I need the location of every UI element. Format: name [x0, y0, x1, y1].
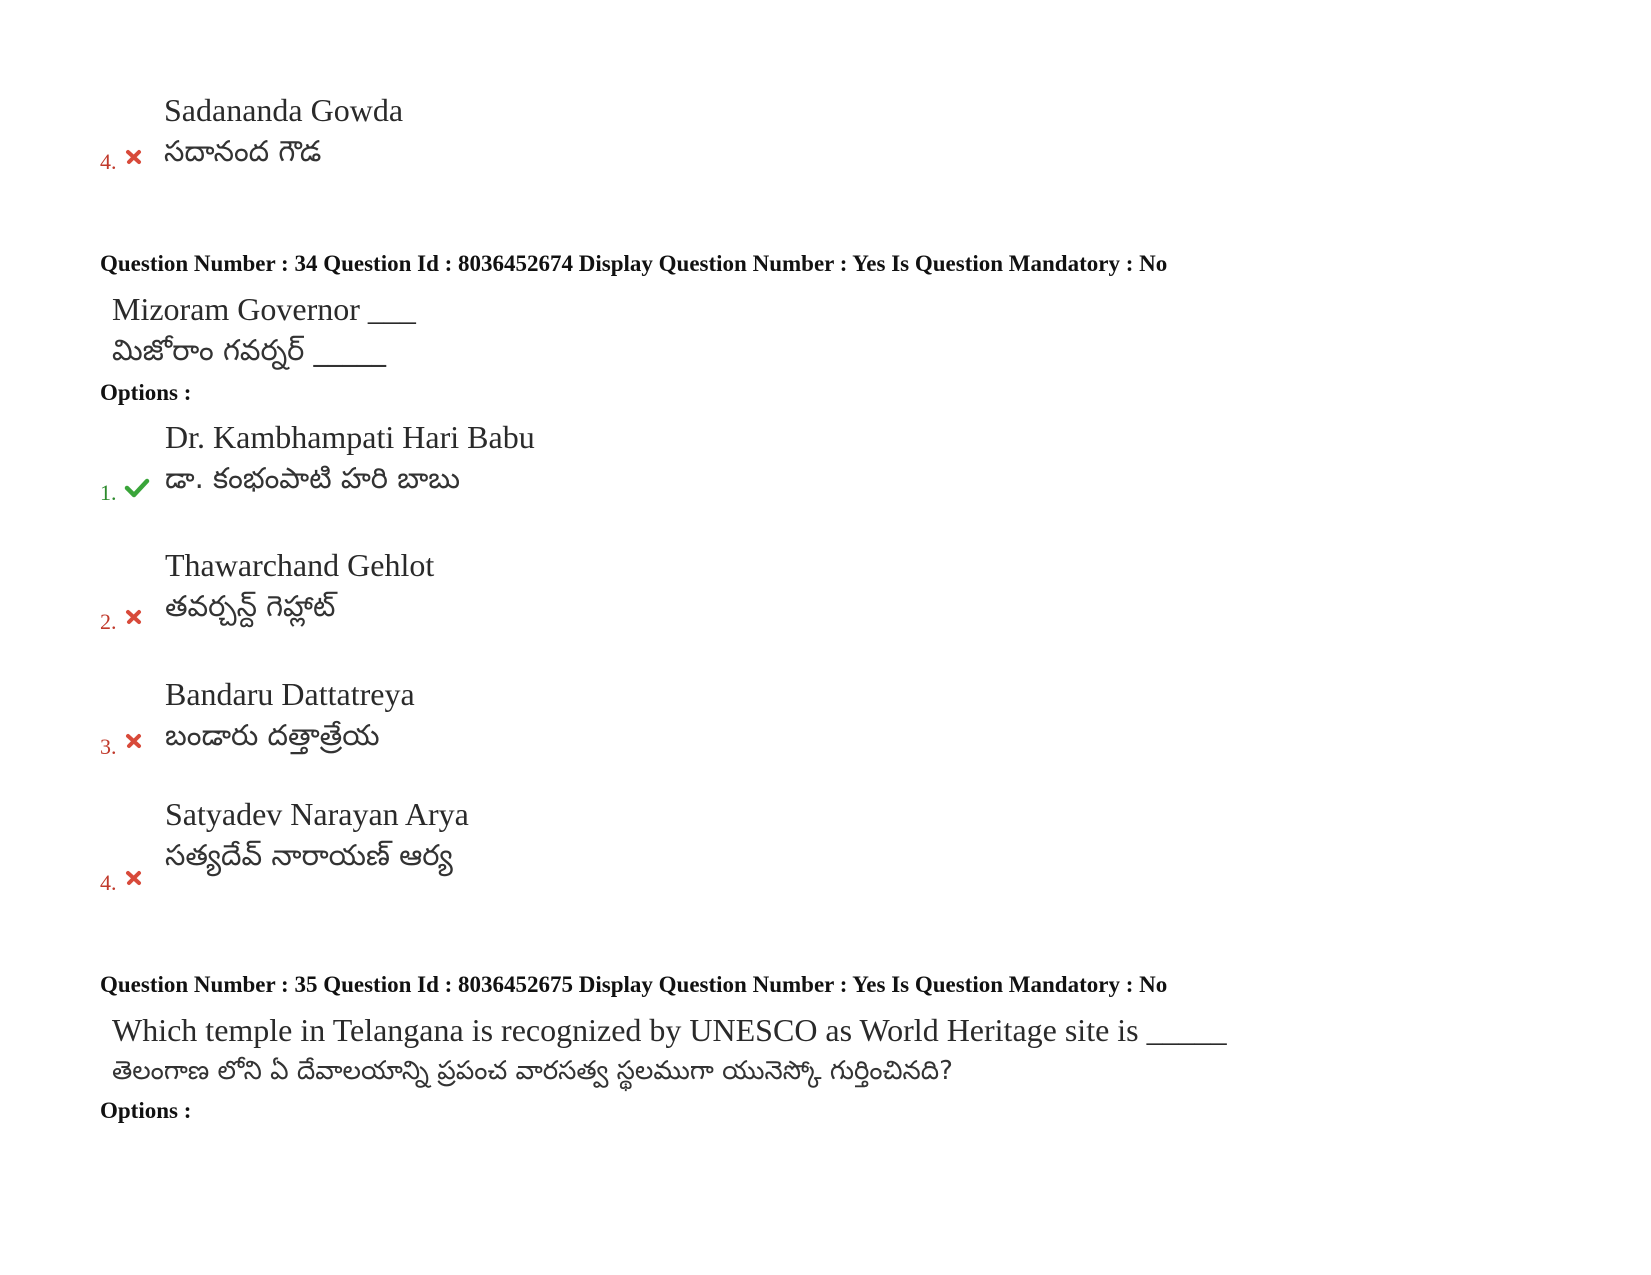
options-label: Options :: [100, 1098, 192, 1123]
option-number: 3.: [100, 734, 117, 759]
option-number: 1.: [100, 480, 117, 505]
option-number: 4.: [100, 870, 117, 895]
question-text: [112, 289, 416, 371]
option-telugu: సదానంద గౌడ: [164, 134, 322, 168]
option-text: [165, 794, 469, 876]
cross-icon: [124, 868, 146, 890]
option-text: [165, 674, 415, 756]
checkmark-icon: [124, 477, 150, 499]
option-text: [164, 90, 403, 172]
question-english: Which temple in Telangana is recognized by UNESCO as World Heritage site is _____: [112, 1012, 1227, 1048]
option-text: [165, 545, 434, 627]
options-label: Options :: [100, 380, 192, 405]
option-telugu: సత్యదేవ్ నారాయణ్ ఆర్య: [165, 838, 453, 872]
option-english: Satyadev Narayan Arya: [165, 796, 469, 832]
option-english: Bandaru Dattatreya: [165, 676, 415, 712]
question-meta: Question Number : 34 Question Id : 8036452674 Display Question Number : Yes Is Question Mandatory : No: [100, 251, 1168, 276]
option-number: 4.: [100, 149, 117, 174]
option-telugu: బండారు దత్తాత్రేయ: [165, 718, 380, 752]
option-telugu: తవర్చన్ద్ గెహ్లాట్: [165, 589, 336, 623]
option-english: Thawarchand Gehlot: [165, 547, 435, 583]
option-number: 2.: [100, 609, 117, 634]
question-meta: Question Number : 35 Question Id : 8036452675 Display Question Number : Yes Is Question Mandatory : No: [100, 972, 1168, 997]
cross-icon: [124, 731, 146, 753]
option-telugu: డా. కంభంపాటి హరి బాబు: [165, 461, 461, 495]
option-english: Sadananda Gowda: [164, 92, 404, 128]
cross-icon: [124, 607, 146, 629]
question-telugu: మిజోరాం గవర్నర్ _____: [112, 333, 387, 367]
question-text: [112, 1010, 1227, 1092]
cross-icon: [124, 147, 146, 169]
question-english: Mizoram Governor ___: [112, 291, 416, 327]
option-english: Dr. Kambhampati Hari Babu: [165, 419, 535, 455]
option-text: [165, 417, 535, 499]
question-telugu: తెలంగాణ లోని ఏ దేవాలయాన్ని ప్రపంచ వారసత్వ స్థలముగా యునెస్కో గుర్తించినది?: [112, 1056, 953, 1086]
